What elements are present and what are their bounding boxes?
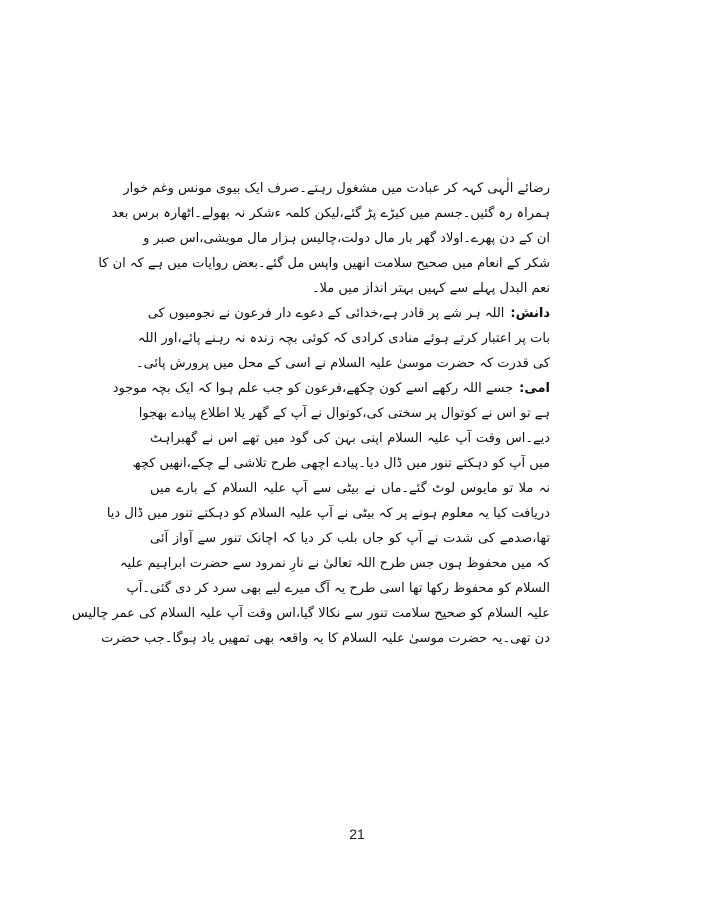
dialogue-line <box>147 301 550 326</box>
page-number: 21 <box>349 826 365 842</box>
text-line: رضائے الٰہی کہہ کر عبادت میں مشغول رہتے۔صرف ایک بیوی مونس وغم خوار <box>123 181 550 196</box>
speaker-label: امی: <box>519 381 550 396</box>
text-line: نعم البدل پہلے سے کہیں بہتر انداز میں ملا۔ <box>311 281 550 296</box>
text-line: دن تھی۔یہ حضرت موسیٰ علیہ السلام کا یہ واقعہ بھی تمھیں یاد ہوگا۔جب حضرت <box>101 631 550 646</box>
line-text: جسے اللہ رکھے اسے کون چکھے،فرعون کو جب علم ہوا کہ ایک بچہ موجود <box>112 381 514 396</box>
text-line: دریافت کیا یہ معلوم ہونے پر کہ بیٹی نے آپ علیہ السلام کو دہکتے تنور میں ڈال دیا <box>106 506 550 521</box>
body-text <box>71 176 550 651</box>
speaker-label: دانش: <box>510 306 550 321</box>
line-text: اللہ ہر شے پر قادر ہے،خدائی کے دعوے دار فرعون نے نجومیوں کی <box>147 306 505 321</box>
text-line: ان کے دن پھرے۔اولاد گھر بار مال دولت،چالیس ہزار مال مویشی،اس صبر و <box>143 231 550 246</box>
text-line: تھا،صدمے کی شدت نے آپ کو جاں بلب کر دیا کہ اچانک تنور سے آواز آئی <box>150 531 550 546</box>
text-line: ہے تو اس نے کوتوال پر سختی کی،کوتوال نے آپ کے گھر یلا اطلاع پیادے بھجوا <box>138 406 550 421</box>
text-line: کہ میں محفوظ ہوں جس طرح اللہ تعالیٰ نے نارِ نمرود سے حضرت ابراہیم علیہ <box>119 556 550 571</box>
text-line: میں آپ کو دہکتے تنور میں ڈال دیا۔پیادے اچھی طرح تلاشی لے چکے،انھیں کچھ <box>132 456 550 471</box>
dialogue-line <box>112 376 550 401</box>
text-line: السلام کو محفوظ رکھا تھا اسی طرح یہ آگ میرے لیے بھی سرد کر دی گئی۔آپ <box>126 581 550 596</box>
text-line: شکر کے انعام میں صحیح سلامت انھیں واپس مل گئے۔بعض روایات میں ہے کہ ان کا <box>98 256 550 271</box>
text-line: نہ ملا تو مایوس لوٹ گئے۔ماں نے بیٹی سے آپ علیہ السلام کے بارے میں <box>150 481 550 496</box>
text-line: کی قدرت کہ حضرت موسیٰ علیہ السلام نے اسی کے محل میں پرورش پائی۔ <box>135 356 550 371</box>
text-line: علیہ السلام کو صحیح سلامت تنور سے نکالا گیا،اس وقت آپ علیہ السلام کی عمر چالیس <box>71 606 550 621</box>
text-line: دیے۔اس وقت آپ علیہ السلام اپنی بہن کی گود میں تھے اس نے گھبراہٹ <box>150 431 550 446</box>
text-line: بات پر اعتبار کرتے ہوئے منادی کرادی کہ کوئی بچہ زندہ نہ رہنے پائے،اور اللہ <box>137 331 550 346</box>
text-line: ہمراہ رہ گئیں۔جسم میں کیڑے پڑ گئے،لیکن کلمہ ءشکر نہ بھولے۔اٹھارہ برس بعد <box>111 206 550 221</box>
